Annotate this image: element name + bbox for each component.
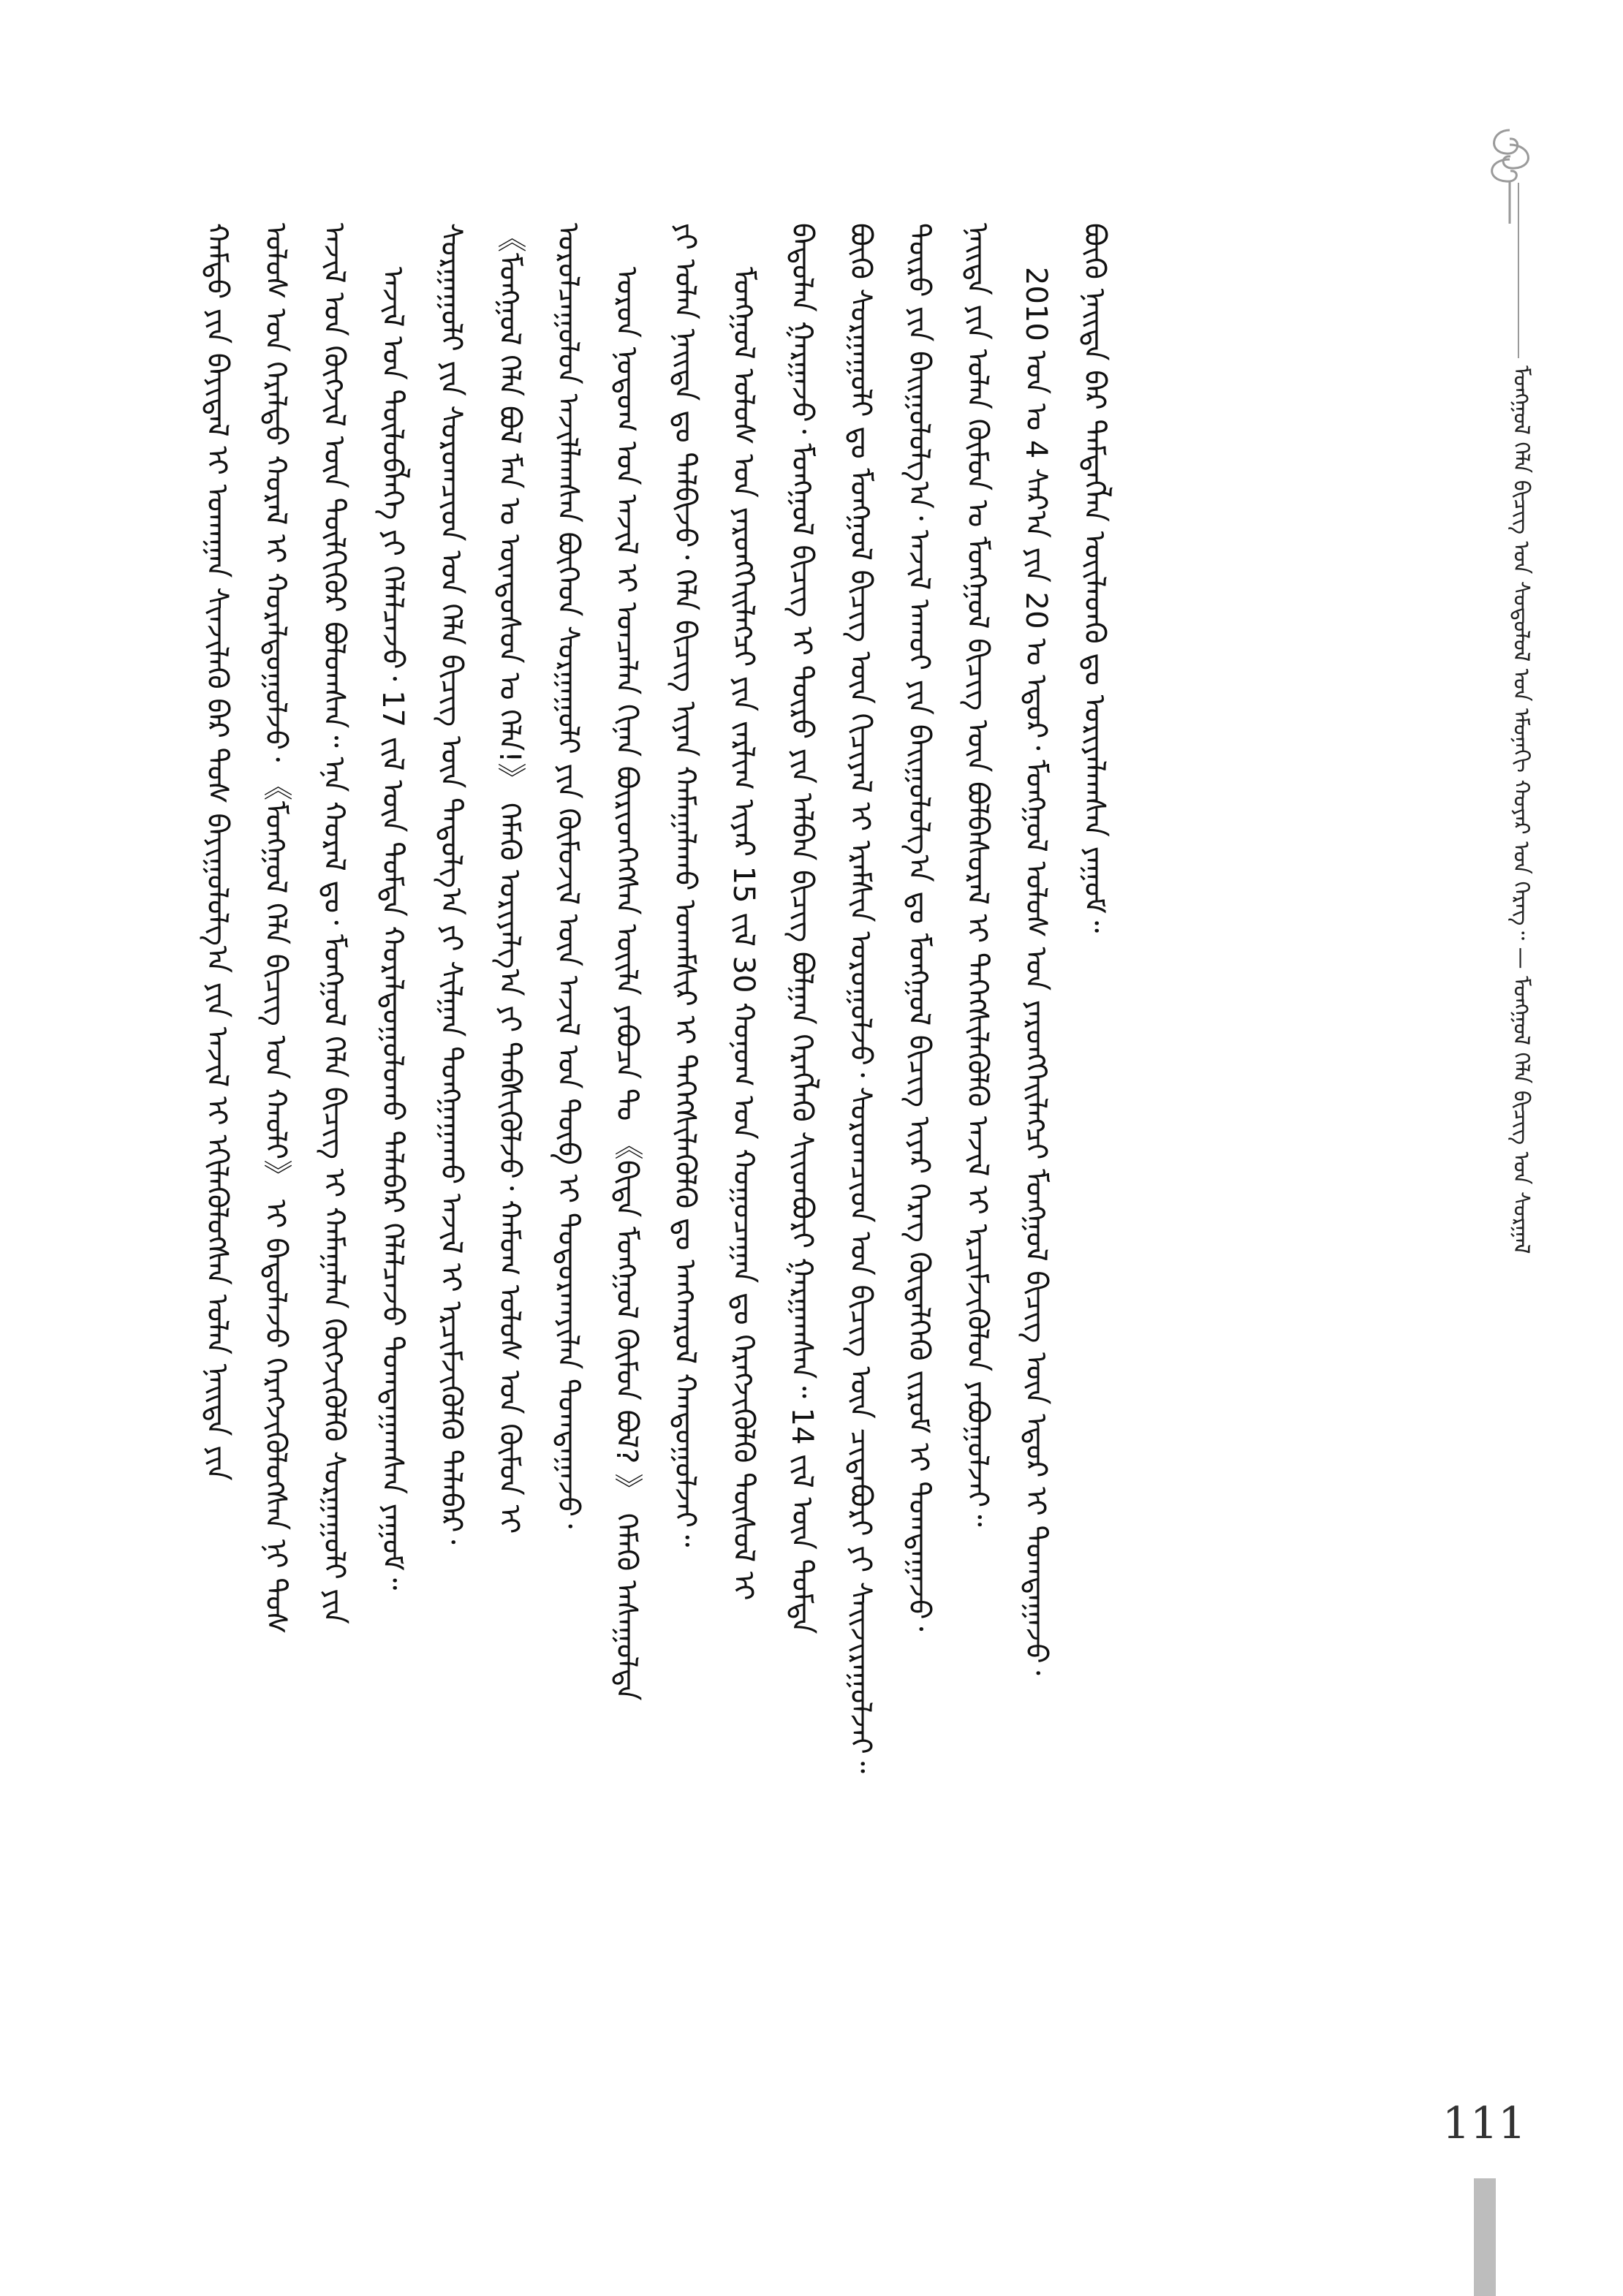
- text-column: ᠠᠵᠢᠯ ᠤᠨ ᠲᠥᠯᠥᠪᠯᠡᠭᠡ ᠶᠢ ᠬᠡᠯᠡᠯᠴᠡᠵᠦ᠂ 17 ᠵᠢᠯ ᠦᠨ ᠳᠤᠮᠳᠠ ᠬᠤᠷᠠᠯᠳᠤᠭᠤᠯᠤᠬᠤ ᠲᠠᠯᠠᠪᠠᠷ ᠬᠡᠯᠡᠯᠴᠡᠵᠦ ᠲᠣᠭᠲᠠᠭᠠᠭᠰᠠᠨ ᠶᠠᠭᠤᠮ᠃: [376, 267, 409, 1591]
- text-column: ᠠᠵᠢᠯ ᠤᠨ ᠬᠦᠭᠵᠢᠯ ᠦᠨ ᠲᠦᠯᠬᠢᠭᠦᠷ ᠪᠣᠯᠤᠭᠰᠠᠨ᠃ ᠡᠨᠡ ᠬᠤᠷᠠᠯ ᠳᠤ᠂ ᠮᠣᠩᠭᠣᠯ ᠬᠡᠯᠡ ᠪᠢᠴᠢᠭ ᠢ ᠬᠠᠮᠠᠭᠠᠯᠠᠨ ᠬᠥᠭᠵᠢᠭᠦᠯᠬᠦ ᠰᠤᠷᠭᠠᠭᠤᠯᠢ ᠶᠢᠨ: [317, 223, 351, 1624]
- side-tab: [1474, 2178, 1496, 2296]
- text-column: ᠤᠯᠤᠰ ᠤᠨ ᠭᠡᠷᠡᠯᠲᠦ ᠬᠤᠷᠠᠯ ᠢ ᠬᠤᠷᠠᠯᠳᠤᠭᠤᠯᠵᠤ᠂ 《ᠮᠣᠩᠭᠣᠯ ᠬᠡᠯᠡ ᠪᠢᠴᠢᠭ ᠤᠨ ᠬᠠᠤᠯᠢ》 ᠢ ᠪᠠᠲᠤᠯᠠᠵᠤ ᠬᠡᠷᠡᠭᠵᠢᠭᠦᠯᠦᠭᠰᠡᠨ ᠨᠢ ᠲᠤᠰ: [259, 223, 292, 1634]
- running-title: ᠮᠣᠩᠭᠣᠯ ᠬᠡᠯᠡ ᠪᠢᠴᠢᠭ ᠤᠨ ᠰᠤᠳᠤᠯᠤᠯ ᠤᠨ ᠡᠮᠦᠨᠡᠬᠢ ᠬᠣᠶᠠᠷ ᠤᠨ ᠬᠡᠷᠡᠭ᠃ — ᠮᠣᠩᠭᠣᠯ ᠬᠡᠯᠡ ᠪᠢᠴᠢᠭ ᠤᠨ ᠰᠤᠷᠭᠠᠯ: [1508, 365, 1534, 1254]
- text-column: ᠪᠦᠬᠦ ᠰᠤᠷᠭᠠᠭᠤᠯᠢ ᠳᠤ ᠮᠣᠩᠭᠣᠯ ᠪᠢᠴᠢᠭ ᠦᠨ ᠬᠢᠴᠢᠶᠡᠯ ᠢ ᠡᠷᠡᠮᠰᠢᠨ ᠣᠷᠣᠭᠤᠯᠵᠤ᠂ ᠰᠤᠷᠤᠭᠴᠢᠳ ᠤᠨ ᠪᠢᠴᠢᠭ ᠦᠨ ᠴᠢᠳᠠᠪᠤᠷᠢ ᠶᠢ ᠰᠠᠢᠵᠢᠷᠠᠭᠤᠯᠵᠠᠢ᠃: [844, 223, 877, 1773]
- text-column: ᠶᠢ ᠣᠯᠠᠨ ᠨᠡᠢᠲᠡ ᠳᠤ ᠲᠠᠯᠪᠢᠵᠤ᠂ ᠬᠡᠯᠡ ᠪᠢᠴᠢᠭ ᠢᠶᠡᠨ ᠬᠠᠮᠠᠭᠠᠯᠠᠬᠤ ᠤᠬᠠᠮᠰᠢᠷ ᠢ ᠳᠡᠭᠡᠭᠰᠢᠯᠡᠭᠦᠯᠬᠦ ᠳᠤ ᠠᠨᠭᠬᠠᠷᠤᠯ ᠬᠠᠨᠳᠤᠭᠤᠯᠵᠠᠢ᠃: [668, 223, 702, 1547]
- text-column: ᠪᠦᠬᠦ ᠨᠡᠢᠲᠡ ᠪᠡᠷ ᠲᠡᠮᠳᠡᠭᠯᠡᠨ ᠦᠢᠯᠡᠳᠬᠦ ᠳᠤ ᠤᠷᠢᠶᠠᠯᠠᠭᠰᠠᠨ ᠶᠠᠭᠤᠮ᠃: [1078, 223, 1111, 933]
- text-column: ᠰᠤᠷᠭᠠᠭᠤᠯᠢ ᠶᠢᠨ ᠰᠤᠷᠤᠭᠴᠢᠳ ᠤᠨ ᠬᠡᠯᠡ ᠪᠢᠴᠢᠭ ᠦᠨ ᠳᠠᠳᠤᠯᠭ᠎ᠠ ᠶᠢ ᠰᠢᠯᠭᠠᠨ ᠲᠤᠩᠭᠠᠭᠠᠬᠤ ᠠᠵᠢᠯ ᠢ ᠡᠷᠴᠢᠮᠵᠢᠭᠦᠯᠬᠦ ᠲᠠᠯᠠᠪᠠᠷ᠂: [434, 223, 468, 1545]
- text-column: ᠨᠡᠢᠲᠡ ᠶᠢᠨ ᠣᠯᠠᠨ ᠬᠦᠮᠦᠨ ᠤ ᠮᠣᠩᠭᠣᠯ ᠪᠢᠴᠢᠭ ᠦᠨ ᠪᠣᠯᠪᠠᠰᠤᠷᠠᠯ ᠢ ᠳᠡᠭᠡᠭᠰᠢᠯᠡᠭᠦᠯᠬᠦ ᠠᠵᠢᠯ ᠢ ᠡᠷᠴᠢᠮᠵᠢᠭᠦᠯᠦᠨ ᠶᠠᠪᠤᠭᠤᠯᠵᠠᠢ᠃: [961, 223, 994, 1527]
- text-column: ᠲᠥᠷᠥ ᠶᠢᠨ ᠪᠠᠢᠭᠤᠯᠤᠯᠭ᠎ᠠ᠂ ᠠᠵᠢᠯ ᠠᠬᠤᠢ ᠶᠢᠨ ᠪᠠᠢᠭᠤᠯᠤᠯᠭ᠎ᠠ ᠳᠤ ᠮᠣᠩᠭᠣᠯ ᠪᠢᠴᠢᠭ ᠢᠶᠡᠷ ᠬᠡᠷᠡᠭ ᠬᠥᠳᠡᠯᠭᠡᠬᠦ ᠵᠢᠷᠤᠮ ᠢ ᠲᠣᠭᠲᠠᠭᠠᠵᠤ᠂: [902, 223, 936, 1632]
- header-ornament-icon: [1477, 123, 1543, 225]
- text-column: ᠮᠣᠩᠭᠣᠯ ᠤᠯᠤᠰ ᠤᠨ ᠶᠡᠷᠦᠩᠬᠡᠢᠯᠡᠭᠴᠢ ᠶᠢᠨ ᠵᠠᠷᠯᠢᠭ ᠢᠶᠠᠷ 15 ᠵᠢᠯ 30 ᠬᠤᠨᠤᠭ ᠤᠨ ᠬᠤᠭᠤᠴᠠᠭᠠᠨ ᠳᠤ ᠬᠡᠷᠡᠭᠵᠢᠭᠦᠯᠬᠦ ᠲᠥᠰᠥᠯ ᠢ: [727, 267, 760, 1601]
- text-column: 2010 ᠣᠨ ᠤ 4 ᠰᠠᠷ᠎ᠠ ᠶᠢᠨ 20 ᠤ ᠡᠳᠦᠷ᠂ ᠮᠣᠩᠭᠣᠯ ᠤᠯᠤᠰ ᠤᠨ ᠶᠡᠷᠦᠩᠬᠡᠢᠯᠡᠭᠴᠢ ᠮᠣᠩᠭᠣᠯ ᠪᠢᠴᠢᠭ ᠦᠨ ᠡᠳᠦᠷ ᠢ ᠲᠣᠭᠲᠠᠭᠠᠵᠤ᠂: [1019, 267, 1053, 1675]
- page-number: 111: [1442, 2098, 1526, 2149]
- header-rule: [1518, 183, 1519, 358]
- text-column: 《ᠮᠣᠩᠭᠣᠯ ᠬᠡᠯᠡ ᠪᠣᠯ ᠮᠠᠨ ᠤ ᠦᠨᠳᠦᠰᠦᠨ ᠤ ᠬᠡᠯᠡ!》 ᠬᠡᠮᠡᠬᠦ ᠤᠷᠢᠶᠠᠯᠭ᠎ᠠ ᠶᠢ ᠳᠡᠪᠰᠢᠭᠦᠯᠵᠦ᠂ ᠬᠠᠮᠤᠭ ᠤᠯᠤᠰ ᠤᠨ ᠬᠦᠮᠦᠨ ᠢ: [493, 223, 526, 1534]
- text-body: [192, 223, 1427, 2094]
- text-column: ᠣᠷᠣᠯᠴᠠᠭᠤᠯᠤᠨ ᠠᠵᠢᠯᠯᠠᠭᠰᠠᠨ ᠪᠥᠭᠡᠳ ᠰᠤᠷᠭᠠᠭᠤᠯᠢ ᠶᠢᠨ ᠬᠦᠮᠦᠵᠢᠯ ᠦᠨ ᠠᠵᠢᠯ ᠤᠨ ᠲᠥᠪ ᠢ ᠲᠣᠳᠤᠷᠬᠠᠶᠢᠯᠠᠨ ᠲᠣᠭᠲᠠᠭᠠᠵᠤ᠂: [551, 223, 585, 1529]
- text-column: ᠣᠷᠣᠨ ᠨᠤᠲᠤᠭ ᠤᠨ ᠠᠵᠢᠯ ᠢ ᠣᠨᠴᠠᠯᠠᠨ ᠬᠢᠨᠠᠨ ᠪᠦᠷᠢᠳᠬᠡᠭᠰᠡᠨ ᠦᠢᠯᠡ ᠶᠠᠪᠤᠴᠠ ᠲᠤ 《ᠪᠢᠳᠡ ᠮᠣᠩᠭᠣᠯ ᠬᠦᠮᠦᠨ ᠪᠣᠯ? 》 ᠬᠡᠮᠡᠬᠦ ᠠᠰᠠᠭᠤᠯᠲᠠ: [610, 267, 643, 1701]
- text-column: ᠪᠠᠲᠤᠯᠠᠨ ᠭᠠᠷᠭᠠᠵᠤ᠂ ᠮᠣᠩᠭᠣᠯ ᠪᠢᠴᠢᠭ ᠢ ᠲᠥᠷᠥ ᠶᠢᠨ ᠠᠯᠪᠠᠨ ᠪᠢᠴᠢᠭ ᠪᠣᠯᠭᠠᠨ ᠬᠡᠷᠡᠭᠯᠡᠬᠦ ᠰᠢᠢᠳᠪᠦᠷᠢ ᠭᠠᠷᠭᠠᠭᠰᠠᠨ᠃ 14 ᠵᠢᠯ ᠦᠨ ᠳᠤᠮᠳᠠ: [785, 223, 819, 1634]
- text-column: ᠬᠠᠮᠲᠤ ᠶᠢᠨ ᠪᠠᠶᠢᠳᠠᠯ ᠢ ᠤᠬᠠᠭᠠᠨ ᠰᠢᠨᠵᠢᠯᠡᠬᠦ ᠪᠡᠷ ᠲᠤᠰ ᠪᠠᠶᠢᠭᠤᠯᠤᠯᠭ᠎ᠠ ᠶᠢᠨ ᠠᠵᠢᠯ ᠢ ᠡᠬᠢᠯᠡᠭᠦᠯᠦᠭᠰᠡᠨ ᠣᠯᠠᠨ ᠨᠡᠢᠲᠡ ᠶᠢᠨ: [200, 223, 234, 1481]
